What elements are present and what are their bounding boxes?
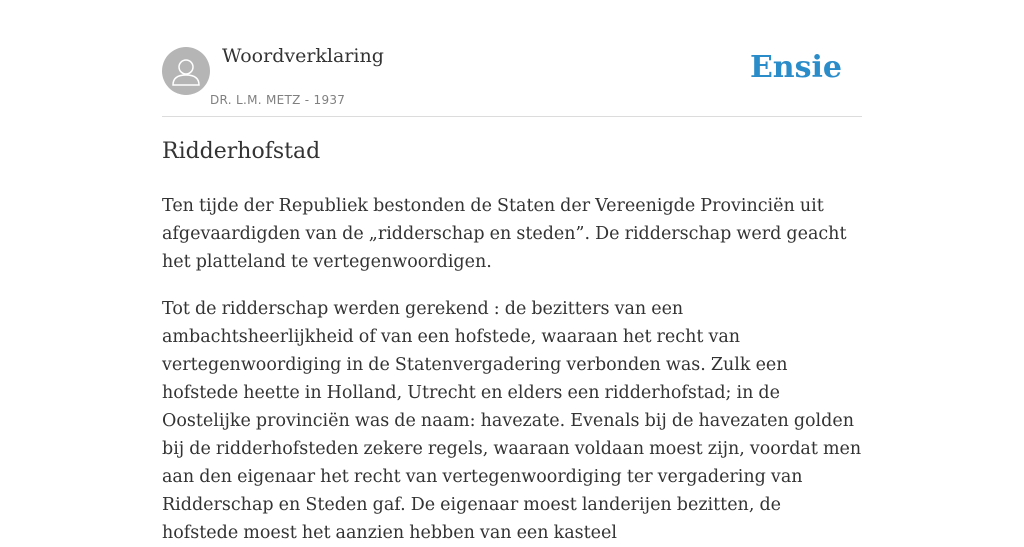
source-header bbox=[162, 0, 862, 117]
site-logo[interactable]: Ensie bbox=[749, 50, 842, 85]
entry-paragraph: Tot de ridderschap werden gerekend : de bezitters van een ambachtsheerlijkheid of van een hofstede, waaraan het recht van vertegenwoordiging in de Statenvergadering verbonden was. Zulk een hofstede heette in Holland, Utrecht en elders een ridderhofstad; in de Oostelijke provinciën was de naam: havezate. Evenals bij de havezaten golden bij de ridderhofsteden zekere regels, waaraan voldaan moest zijn, voordat men aan den eigenaar het recht van vertegenwoordiging ter vergadering van Ridderschap en Steden gaf. De eigenaar moest landerijen bezitten, de hofstede moest het aanzien hebben van een kasteel bbox=[162, 299, 862, 543]
user-icon[interactable] bbox=[162, 47, 210, 95]
source-title[interactable]: Woordverklaring bbox=[222, 45, 384, 67]
source-meta: DR. L.M. METZ - 1937 bbox=[210, 93, 346, 107]
entry-paragraph: Ten tijde der Republiek bestonden de Staten der Vereenigde Provinciën uit afgevaardigden van de „ridderschap en steden”. De ridderschap werd geacht het platteland te vertegenwoordigen. bbox=[162, 196, 847, 272]
entry-title: Ridderhofstad bbox=[162, 139, 321, 164]
page-container bbox=[162, 0, 862, 543]
